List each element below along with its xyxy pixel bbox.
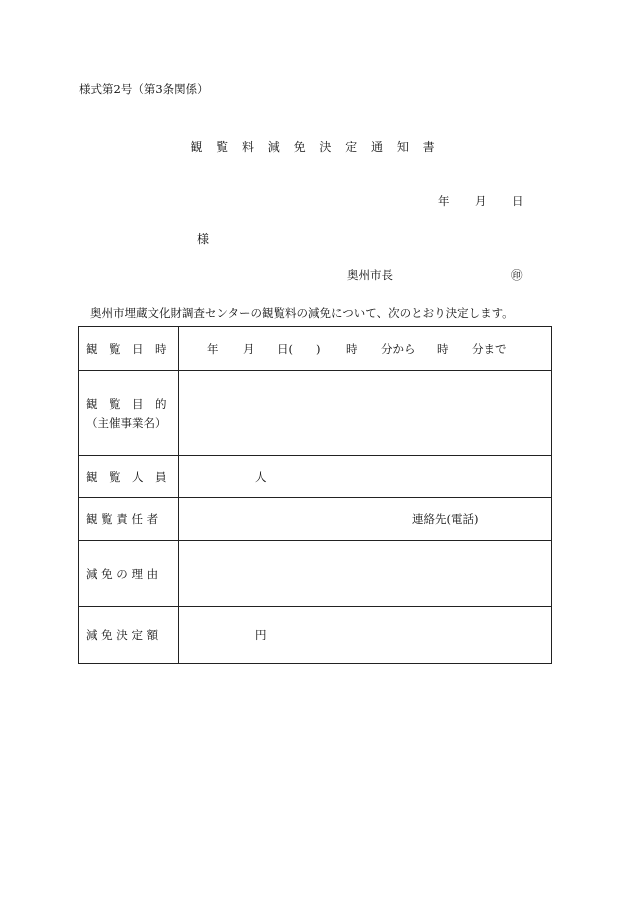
row-label-viewing-datetime: 観 覧 日 時 <box>79 327 179 371</box>
viewing-purpose-sublabel: （主催事業名） <box>86 415 167 430</box>
table-row <box>79 371 552 456</box>
dt-day: 日( <box>277 341 293 356</box>
viewing-purpose-field[interactable] <box>179 371 552 456</box>
reduction-amount-unit: 円 <box>255 628 267 642</box>
row-label-responsible-person: 観 覧 責 任 者 <box>79 498 179 541</box>
date-line <box>438 193 524 209</box>
date-year: 年 <box>438 194 450 208</box>
dt-hour1: 時 <box>346 341 358 356</box>
dt-hour2: 時 <box>437 341 449 356</box>
table-row <box>79 541 552 607</box>
intro-text: 奥州市埋蔵文化財調査センターの観覧料の減免について、次のとおり決定します。 <box>90 306 514 320</box>
row-label-visitor-count: 観 覧 人 員 <box>79 456 179 498</box>
viewing-datetime-field[interactable] <box>179 327 552 371</box>
row-label-reduction-amount: 減 免 決 定 額 <box>79 607 179 664</box>
dt-year: 年 <box>207 341 219 356</box>
addressee-suffix: 様 <box>197 232 210 246</box>
contact-phone-label: 連絡先(電話) <box>412 512 479 526</box>
responsible-person-field[interactable] <box>179 498 552 541</box>
row-label-viewing-purpose <box>79 371 179 456</box>
seal-mark: ㊞ <box>511 268 523 282</box>
form-number: 様式第2号（第3条関係） <box>79 82 209 96</box>
date-month: 月 <box>475 194 487 208</box>
reduction-amount-field[interactable] <box>179 607 552 664</box>
date-day: 日 <box>512 194 524 208</box>
dt-close: ) <box>316 341 321 356</box>
issuer-name: 奥州市長 <box>347 268 393 282</box>
decision-table <box>78 326 552 664</box>
viewing-purpose-label: 観 覧 目 的 <box>86 396 167 411</box>
row-label-reduction-reason: 減 免 の 理 由 <box>79 541 179 607</box>
table-row <box>79 327 552 371</box>
reduction-reason-field[interactable] <box>179 541 552 607</box>
dt-min-to: 分まで <box>472 341 507 356</box>
dt-min-from: 分から <box>381 341 416 356</box>
table-row <box>79 498 552 541</box>
table-row <box>79 607 552 664</box>
table-row <box>79 456 552 498</box>
visitor-count-field[interactable] <box>179 456 552 498</box>
dt-month: 月 <box>243 341 255 356</box>
document-title: 観 覧 料 減 免 決 定 通 知 書 <box>190 140 440 154</box>
visitor-count-unit: 人 <box>255 469 267 484</box>
